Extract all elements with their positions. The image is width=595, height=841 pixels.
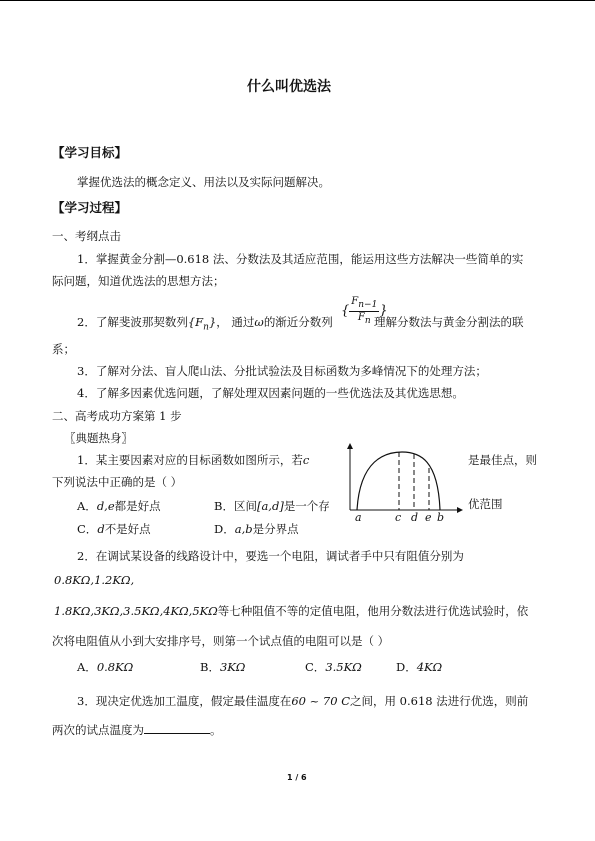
page-title: 什么叫优选法 xyxy=(247,79,331,95)
item3: 3．了解对分法、盲人爬山法、分批试验法及目标函数为多峰情况下的处理方法； xyxy=(77,364,487,378)
section-goal-heading: 【学习目标】 xyxy=(52,145,128,160)
q1-line1-end: 是最佳点，则 xyxy=(468,453,537,467)
item2-post: 理解分数法与黄金分割法的联 xyxy=(374,315,524,329)
q2-option-b: B．3KΩ xyxy=(200,660,246,674)
top-border xyxy=(0,0,595,1)
part2-heading: 二、高考成功方案第 1 步 xyxy=(52,409,182,423)
q2-values1: 0.8KΩ,1.2KΩ, xyxy=(54,573,135,587)
tick-e: e xyxy=(425,511,432,524)
item1-line1: 1．掌握黄金分割—0.618 法、分数法及其适应范围，能运用这些方法解决一些简单的实 xyxy=(77,252,524,266)
item2-mid: ， 通过 xyxy=(216,315,255,329)
part1-heading: 一、考纲点击 xyxy=(52,229,121,243)
objective-function-graph xyxy=(340,440,465,525)
q1-option-d: D．a,b是分界点 xyxy=(214,522,299,536)
graph-xlabel: 优范围 xyxy=(468,497,503,511)
item1-line2: 际问题，知道优选法的思想方法； xyxy=(52,274,225,288)
q1-option-b: B．区间[a,d]是一个存 xyxy=(214,499,330,513)
item4: 4．了解多因素优选问题，了解处理双因素问题的一些优选法及其优选思想。 xyxy=(77,386,464,400)
q1-option-c: C．d不是好点 xyxy=(77,522,151,536)
item2-line2: 系； xyxy=(52,342,75,356)
q3-line1: 3．现决定优选加工温度，假定最佳温度在60 ~ 70 C之间，用 0.618 法进行优选，则前 xyxy=(77,694,529,708)
tick-d: d xyxy=(411,511,419,524)
tick-b: b xyxy=(437,511,445,524)
answer-blank[interactable] xyxy=(144,722,210,734)
section-process-heading: 【学习过程】 xyxy=(52,200,128,215)
q1-line1: 1．某主要因素对应的目标函数如图所示，若c xyxy=(77,453,310,467)
fraction: $\frac{F_{n-1}}{F_n}$ xyxy=(351,296,378,326)
omega-symbol: ω xyxy=(254,315,264,329)
q1-line2: 下列说法中正确的是（ ） xyxy=(52,475,183,489)
goal-text: 掌握优选法的概念定义、用法以及实际问题解决。 xyxy=(77,175,330,189)
item2-line1 xyxy=(77,315,333,334)
page-number: 1 / 6 xyxy=(287,773,307,782)
q3-line2: 两次的试点温度为 。 xyxy=(52,723,222,737)
q2-line1: 2．在调试某设备的线路设计中，要选一个电阻，调试者手中只有阻值分别为 xyxy=(77,549,464,563)
warmup-heading: 〖典题热身〗 xyxy=(64,431,133,445)
item2-mid2: 的渐近分数列 xyxy=(263,315,333,329)
tick-c: c xyxy=(395,511,402,524)
q2-line3: 次将电阻值从小到大安排序号，则第一个试点值的电阻可以是（ ） xyxy=(52,634,390,648)
fraction-sequence: { $\frac{F_{n-1}}{F_n}$ } xyxy=(341,296,388,326)
fibonacci-sequence: $\{F_n\}$ xyxy=(187,315,217,333)
q2-line2: 1.8KΩ,3KΩ,3.5KΩ,4KΩ,5KΩ等七种阻值不等的定值电阻，他用分数法进行优选试验时，依 xyxy=(54,604,529,618)
q2-option-c: C．3.5KΩ xyxy=(305,660,362,674)
q1-c: c xyxy=(302,453,310,467)
q1-option-a: A．d,e都是好点 xyxy=(77,499,161,513)
q2-option-d: D．4KΩ xyxy=(396,660,443,674)
tick-a: a xyxy=(355,511,362,524)
q2-option-a: A．0.8KΩ xyxy=(77,660,134,674)
item2-pre: 2．了解斐波那契数列 xyxy=(77,315,188,329)
